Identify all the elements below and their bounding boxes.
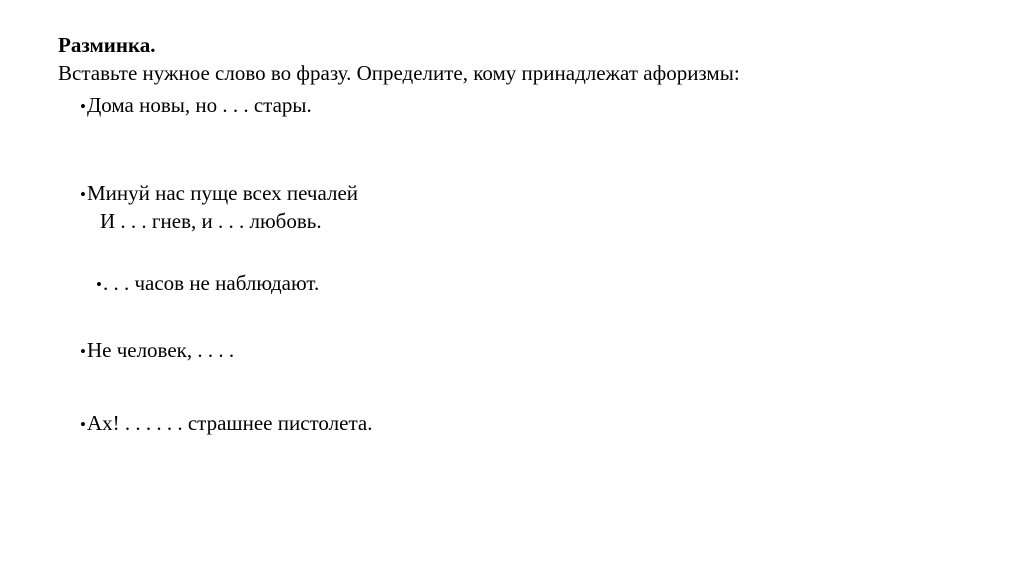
aphorism-item-1: [80, 92, 312, 120]
instruction-text: Вставьте нужное слово во фразу. Определите, кому принадлежат афоризмы:: [58, 61, 740, 85]
bullet-icon: •: [80, 185, 86, 204]
bullet-icon: •: [96, 275, 102, 294]
aphorism-text: Дома новы, но . . . стары.: [86, 93, 312, 117]
aphorism-text: Ах! . . . . . . страшнее пистолета.: [86, 411, 373, 435]
aphorism-item-2: [80, 180, 358, 208]
aphorism-item-3: [96, 270, 319, 298]
bullet-icon: •: [80, 415, 86, 434]
aphorism-item-5: [80, 410, 372, 438]
bullet-icon: •: [80, 342, 86, 361]
aphorism-continuation: И . . . гнев, и . . . любовь.: [100, 209, 322, 233]
aphorism-text: Минуй нас пуще всех печалей: [86, 181, 359, 205]
aphorism-text: Не человек, . . . .: [86, 338, 235, 362]
bullet-icon: •: [80, 97, 86, 116]
aphorism-text: . . . часов не наблюдают.: [102, 271, 320, 295]
slide-title: Разминка.: [58, 33, 156, 57]
aphorism-item-4: [80, 337, 234, 365]
